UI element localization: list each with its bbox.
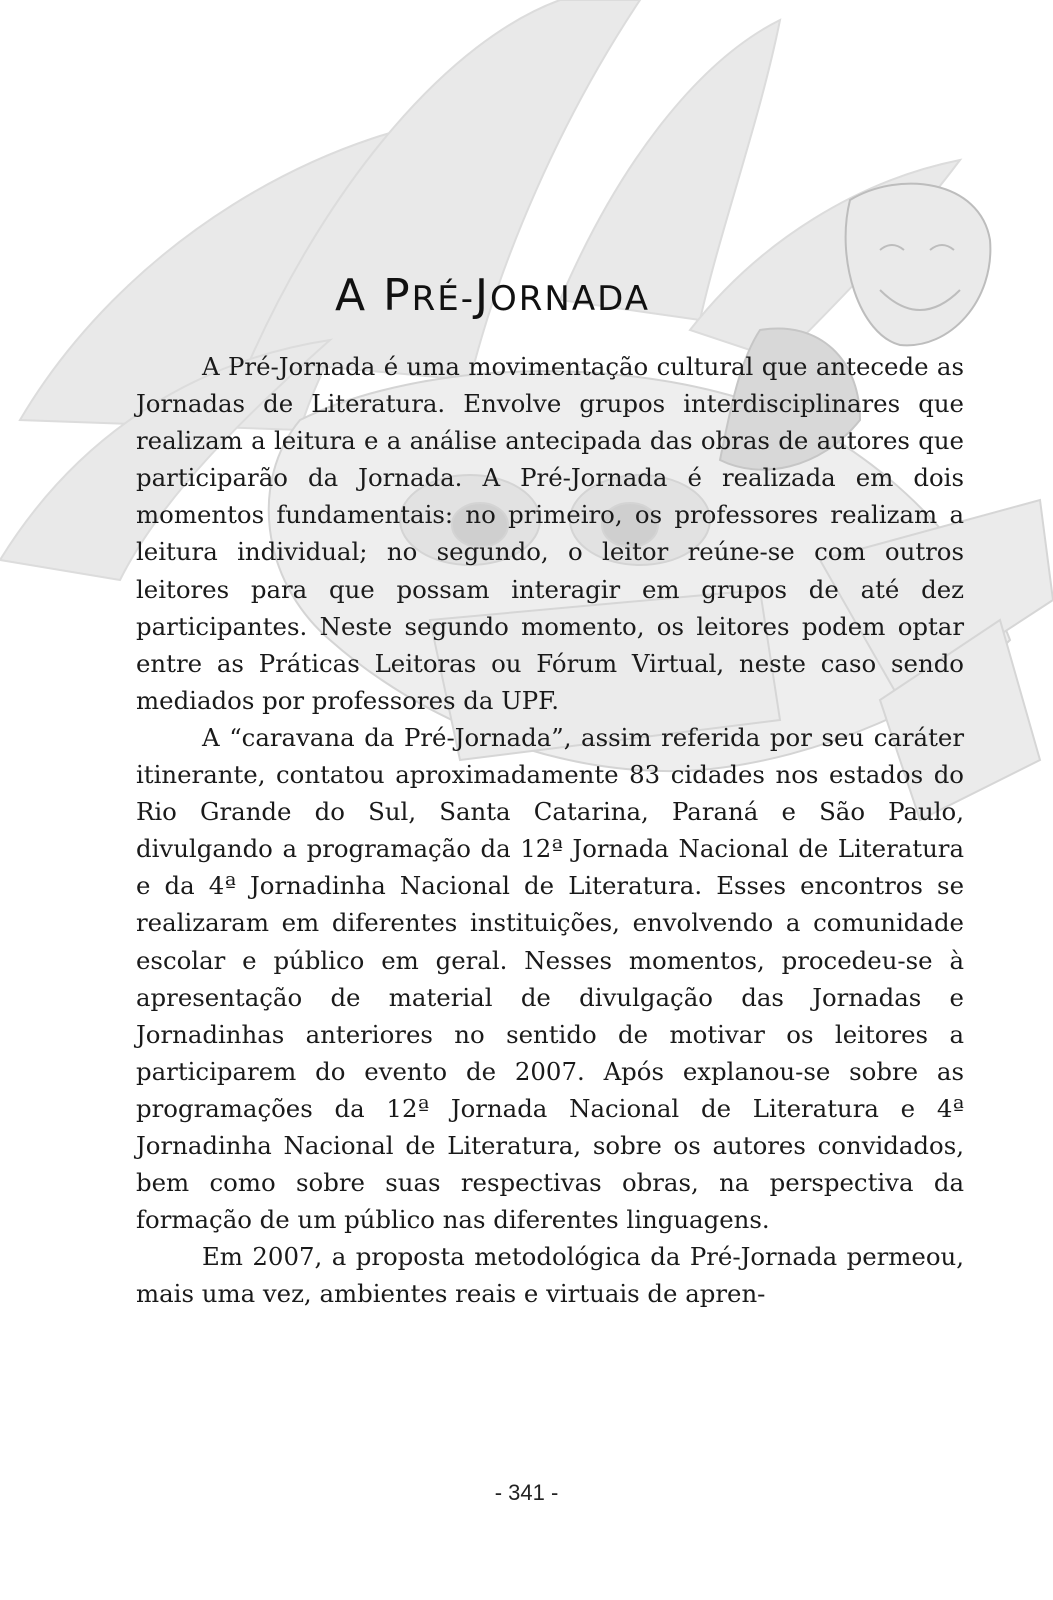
page-number: - 341 - bbox=[494, 1480, 559, 1505]
chapter-title-rest: PRÉ-JORNADA bbox=[383, 270, 650, 321]
paragraph-3: Em 2007, a proposta metodológica da Pré-Jornada permeou, mais uma vez, ambientes reais e virtuais de apren- bbox=[136, 1242, 964, 1309]
paragraph-1: A Pré-Jornada é uma movimentação cultural que antecede as Jornadas de Literatura. Envolve grupos interdisciplinares que realizam a leitura e a análise antecipada das obras de autores que participarão da Jornada. A Pré-Jornada é realizada em dois momentos fundamentais: no primeiro, os professores realizam a leitura individual; no segundo, o leitor reúne-se com outros leitores para que possam interagir em grupos de até dez participantes. Neste segundo momento, os leitores podem optar entre as Práticas Leitoras ou Fórum Virtual, neste caso sendo mediados por professores da UPF. bbox=[136, 352, 964, 715]
chapter-title bbox=[335, 270, 795, 321]
paragraph-2: A “caravana da Pré-Jornada”, assim referida por seu caráter itinerante, contatou aproximadamente 83 cidades nos estados do Rio Grande do Sul, Santa Catarina, Paraná e São Paulo, divulgando a programação da 12ª Jornada Nacional de Literatura e da 4ª Jornadinha Nacional de Literatura. Esses encontros se realizaram em diferentes instituições, envolvendo a comunidade escolar e público em geral. Nesses momentos, procedeu-se à apresentação de material de divulgação das Jornadas e Jornadinhas anteriores no sentido de motivar os leitores a participarem do evento de 2007. Após explanou-se sobre as programações da 12ª Jornada Nacional de Literatura e 4ª Jornadinha Nacional de Literatura, sobre os autores convidados, bem como sobre suas respectivas obras, na perspectiva da formação de um público nas diferentes linguagens. bbox=[136, 722, 964, 1235]
body-text bbox=[136, 348, 964, 1312]
chapter-title-initial: A bbox=[335, 270, 368, 321]
